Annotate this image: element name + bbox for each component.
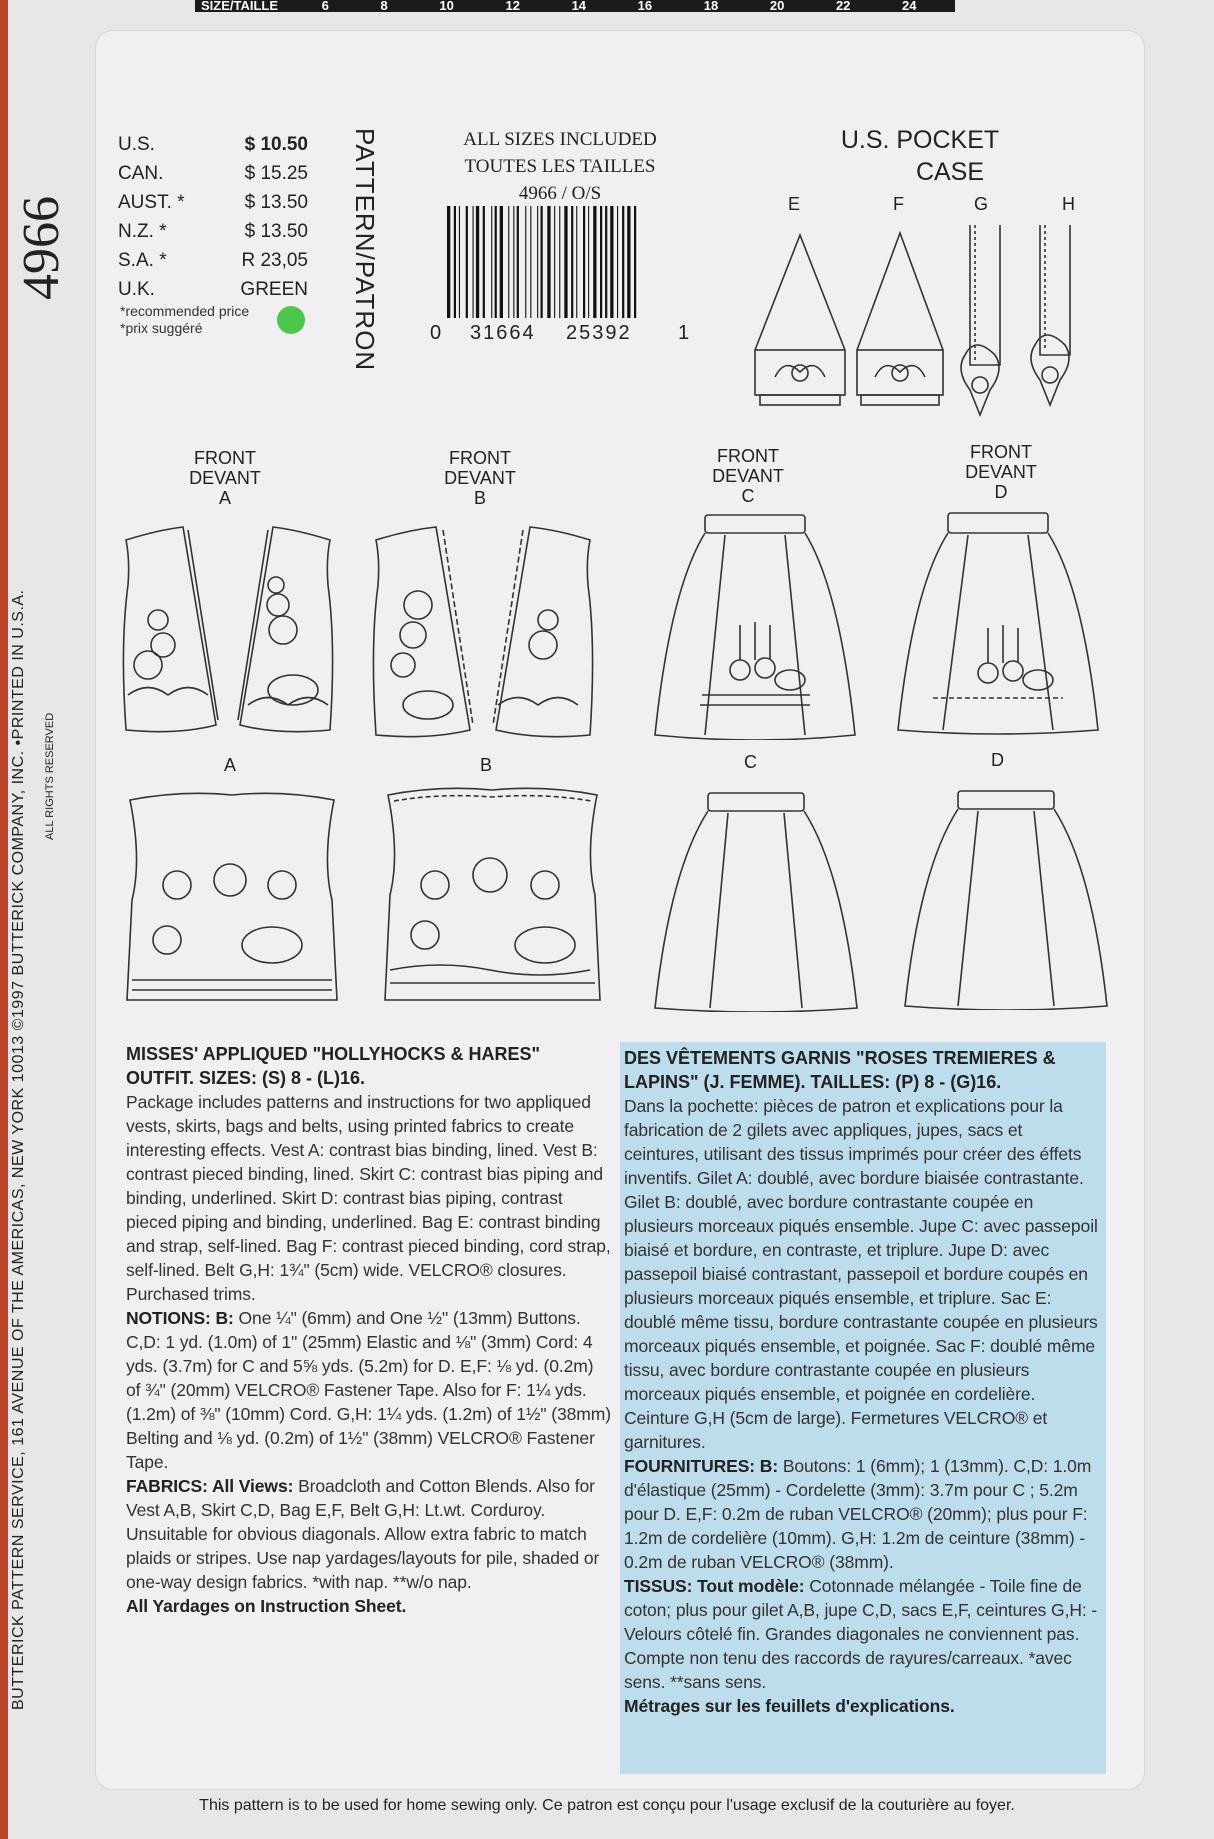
pocket-case-label: U.S. POCKET CASE (840, 126, 1000, 186)
view-label-front-d: FRONT DEVANT D (965, 442, 1037, 502)
view-label-e: E (788, 194, 801, 214)
skirt-d-front-illustration (893, 508, 1103, 736)
vest-a-back-illustration (122, 790, 342, 1005)
size-band (195, 0, 955, 12)
skirt-c-front-illustration (650, 510, 860, 740)
size-value: 8 (380, 0, 388, 12)
bags-belts-illustration (745, 225, 1090, 445)
yardages-note: All Yardages on Instruction Sheet. (126, 1596, 407, 1616)
price-row: U.K. GREEN (118, 275, 308, 304)
price-row: N.Z. * $ 13.50 (118, 217, 308, 246)
pattern-envelope-back: SIZE/TAILLE 6 8 10 12 14 16 18 20 22 24 4966 BUTTERICK PATTERN SERVICE, 161 AVENUE OF THE AMERICAS, NEW YORK 10013 ©1997 BUTTERICK COMPANY, INC. •PRINTED IN U.S.A. ALL RIGHTS RESERVED U.S. $ 10.50 CAN. $ 15.25 AUST. * $ 13.50 N.Z. * $ 13.50 S.A. * R 23,05 U.K. GREEN *recommended price *prix suggéré PATTERN/PATRON ALL SIZES INCLUDED TOUTES LES TAILLES 4966 / O/S 0 31664 25392 1 U.S. POCKET CASE E F G H FRONT DEVANT A FRONT DEVANT B FRONT DEVANT C FRONT DEVANT D A B C D MISSES' APPLIQUED "HOLLYHOCKS & HARES" OUTFIT. SIZES: (S) 8 - (L)16. Package includes patterns and instructions for two appliqued vests, skirts, bags and belts, using printed fabrics to create interesting effects. Vest A: contrast bias binding, lined. Vest B: contrast pieced binding, lined. Skirt C: contrast bias piping and binding, underlined. Skirt D: contrast bias piping, contrast pieced piping and binding, underlined. Bag E: contrast binding and strap, self-lined. Bag F: contrast pieced binding, cord strap, self-lined. Belt G,H: 1¾" (5cm) wide. VELCRO® closures. Purchased trims. NOTIONS: B: One ¼" (6mm) and One ½" (13mm) Buttons. C,D: 1 yd. (1.0m) of 1" (25mm) Elastic and ⅛" (3mm) Cord: 4 yds. (3.7m) for C and 5⅝ yds. (5.2m) for D. E,F: ⅛ yd. (0.2m) of ¾" (20mm) VELCRO® Fastener Tape. Also for F: 1¼ yds. (1.2m) of ⅜" (10mm) Cord. G,H: 1¼ yds. (1.2m) of 1½" (38mm) Belting and ⅛ yd. (0.2m) of 1½" (38mm) VELCRO® Fastener Tape. FABRICS: All Views: Broadcloth and Cotton Blends. Also for Vest A,B, Skirt C,D, Bag E,F, Belt G,H: Lt.wt. Corduroy. Unsuitable for obvious diagonals. Allow extra fabric to match plaids or stripes. Use nap yardages/layouts for pile, shaded or one-way design fabrics. *with nap. **w/o nap. All Yardages on Instruction Sheet. DES VÊTEMENTS GARNIS "ROSES TREMIERES & LAPINS" (J. FEMME). TAILLES: (P) 8 - (G)16. Dans la pochette: pièces de patron et explications pour la fabrication de 2 gilets avec appliques, jupes, sacs et ceintures, utilisant des tissus imprimés pour créer des éffets inventifs. Gilet A: doublé, avec bordure biaisée contrastante. Gilet B: doublé, avec bordure contrastante coupée en plusieurs morceaux piqués ensemble. Jupe C: avec passepoil biaisé et bordure, en contraste, et triplure. Jupe D: avec passepoil biaisé contrastant, passepoil et bordure coupés en plusieurs morceaux piqués ensemble, et triplure. Sac E: doublé même tissu, bordure contrastante coupée en plusieurs morceaux piqués ensemble, et poignée. Sac F: doublé même tissu, avec bordure contrastante coupée en plusieurs morceaux piqués ensemble, et poignée en cordelière. Ceinture G,H (5cm de large). Fermetures VELCRO® et garnitures. FOURNITURES: B: Boutons: 1 (6mm); 1 (13mm). C,D: 1.0m d'élastique (25mm) - Cordelette (3mm): 3.7m pour C ; 5.2m pour D. E,F: 0.2m de ruban VELCRO® (20mm); plus pour F: 1.2m de cordelière (10mm). G,H: 1.2m de ceinture (38mm) - 0.2m de ruban VELCRO® (38mm). TISSUS: Tout modèle: Cotonnade mélangée - Toile fine de coton; plus pour gilet A,B, jupe C,D, sacs E,F, ceintures G,H: - Velours côtelé fin. Grandes diagonales ne conviennent pas. Compte non tenu des raccords de rayures/carreaux. *avec sens. **sans sens. Métrages sur les feuillets d'explications. This pattern is to be used for home sewing only. Ce patron est conçu pour l'usage exclusif de la couturière au foyer. (0, 0, 1214, 1839)
price-note: *recommended price *prix suggéré (120, 303, 250, 336)
view-label-f: F (893, 194, 904, 214)
size-value: 20 (769, 0, 785, 12)
size-value: 22 (835, 0, 851, 12)
vest-b-front-illustration (368, 525, 598, 750)
view-label-back-a: A (224, 755, 237, 775)
size-band-label: SIZE/TAILLE (201, 0, 279, 12)
view-label-front-a: FRONT DEVANT A (189, 448, 261, 508)
skirt-c-back-illustration (650, 790, 862, 1012)
view-label-g: G (974, 194, 989, 214)
view-label-back-b: B (480, 755, 493, 775)
description-body: Package includes patterns and instructions for two appliqued vests, skirts, bags and belts, using printed fabrics to create interesting effects. Vest A: contrast bias binding, lined. Vest B: contrast pieced binding, lined. Skirt C: contrast bias piping and binding, underlined. Skirt D: contrast bias piping, contrast pieced piping and binding, underlined. Bag E: contrast binding and strap, self-lined. Bag F: contrast pieced binding, cord strap, self-lined. Belt G,H: 1¾" (5cm) wide. VELCRO® closures. Purchased trims. (126, 1092, 611, 1304)
view-label-front-c: FRONT DEVANT C (712, 446, 784, 506)
fabrics-text-fr: TISSUS: Tout modèle: Cotonnade mélangée - Toile fine de coton; plus pour gilet A,B, jupe C,D, sacs E,F, ceintures G,H: - Velours côtelé fin. Grandes diagonales ne conviennent pas. Compte non tenu des raccords de rayures/carreaux. *avec sens. **sans sens. (624, 1576, 1098, 1692)
home-sewing-footer: This pattern is to be used for home sewing only. Ce patron est conçu pour l'usage exclusif de la couturière au foyer. (199, 1797, 1015, 1814)
vest-a-front-illustration (118, 525, 338, 745)
yardages-note-fr: Métrages sur les feuillets d'explications. (624, 1696, 955, 1716)
size-value: 18 (703, 0, 719, 12)
notions-text-fr: FOURNITURES: B: Boutons: 1 (6mm); 1 (13mm). C,D: 1.0m d'élastique (25mm) - Cordelette (3mm): 3.7m pour C ; 5.2m pour D. E,F: 0.2m de ruban VELCRO® (20mm); plus pour F: 1.2m de cordelière (10mm). G,H: 1.2m de ceinture (38mm) - 0.2m de ruban VELCRO® (38mm). (624, 1456, 1092, 1572)
size-value: 12 (505, 0, 520, 12)
size-value: 6 (321, 0, 329, 12)
price-value: R 23,05 (241, 250, 308, 271)
price-value: GREEN (240, 279, 308, 300)
price-row: U.S. $ 10.50 (118, 130, 308, 159)
notions-text: NOTIONS: B: One ¼" (6mm) and One ½" (13mm) Buttons. C,D: 1 yd. (1.0m) of 1" (25mm) Elastic and ⅛" (3mm) Cord: 4 yds. (3.7m) for C and 5⅝ yds. (5.2m) for D. E,F: ⅛ yd. (0.2m) of ¾" (20mm) VELCRO® Fastener Tape. Also for F: 1¼ yds. (1.2m) of ⅜" (10mm) Cord. G,H: 1¼ yds. (1.2m) of 1½" (38mm) Belting and ⅛ yd. (0.2m) of 1½" (38mm) VELCRO® Fastener Tape. (126, 1308, 611, 1472)
description-english (126, 1042, 611, 1618)
price-value: $ 10.50 (244, 134, 308, 155)
barcode-icon (445, 206, 677, 328)
view-label-back-c: C (744, 752, 757, 772)
fabrics-text: FABRICS: All Views: Broadcloth and Cotton Blends. Also for Vest A,B, Skirt C,D, Bag E,F, Belt G,H: Lt.wt. Corduroy. Unsuitable for obvious diagonals. Allow extra fabric to match plaids or stripes. Use nap yardages/layouts for pile, shaded or one-way design fabrics. *with nap. **w/o nap. (126, 1476, 600, 1592)
description-french (620, 1042, 1106, 1774)
description-title: MISSES' APPLIQUED "HOLLYHOCKS & HARES" OUTFIT. SIZES: (S) 8 - (L)16. (126, 1044, 541, 1088)
price-value: $ 15.25 (244, 163, 308, 184)
vest-b-back-illustration (380, 785, 605, 1005)
rights-side-text: ALL RIGHTS RESERVED (44, 712, 56, 840)
price-table (118, 130, 308, 304)
description-title-fr: DES VÊTEMENTS GARNIS "ROSES TREMIERES & LAPINS" (J. FEMME). TAILLES: (P) 8 - (G)16. (624, 1048, 1056, 1092)
description-body-fr: Dans la pochette: pièces de patron et explications pour la fabrication de 2 gilets avec appliques, jupes, sacs et ceintures, utilisant des tissus imprimés pour créer des éffets inventifs. Gilet A: doublé, avec bordure biaisée contrastante. Gilet B: doublé, avec bordure contrastante coupée en plusieurs morceaux piqués ensemble. Jupe C: avec passepoil biaisé et bordure, en contraste, et triplure. Jupe D: avec passepoil biaisé contrastant, passepoil et bordure coupés en plusieurs morceaux piqués ensemble, et triplure. Sac E: doublé même tissu, bordure contrastante coupée en plusieurs morceaux piqués ensemble, et poignée. Sac F: doublé même tissu, avec bordure contrastante coupée en plusieurs morceaux piqués ensemble, et poignée en cordelière. Ceinture G,H (5cm de large). Fermetures VELCRO® et garnitures. (624, 1096, 1098, 1452)
size-value: 10 (439, 0, 454, 12)
barcode-header: ALL SIZES INCLUDED TOUTES LES TAILLES 4966 / O/S (463, 129, 657, 204)
view-label-front-b: FRONT DEVANT B (444, 448, 516, 508)
envelope-edge (0, 0, 8, 1839)
price-value: $ 13.50 (244, 221, 308, 242)
price-value: $ 13.50 (244, 192, 308, 213)
view-label-back-d: D (991, 750, 1004, 770)
pattern-label-vertical: PATTERN/PATRON (350, 128, 380, 372)
publisher-side-text: BUTTERICK PATTERN SERVICE, 161 AVENUE OF THE AMERICAS, NEW YORK 10013 ©1997 BUTTERICK COMPANY, INC. •PRINTED IN U.S.A. (10, 589, 27, 1710)
size-value: 16 (637, 0, 653, 12)
price-row: CAN. $ 15.25 (118, 159, 308, 188)
size-value: 24 (902, 0, 917, 12)
pattern-number: 4966 (13, 196, 70, 300)
uk-green-dot-icon (277, 306, 305, 334)
price-row: AUST. * $ 13.50 (118, 188, 308, 217)
view-label-h: H (1062, 194, 1075, 214)
price-row: S.A. * R 23,05 (118, 246, 308, 275)
skirt-d-back-illustration (900, 788, 1112, 1010)
size-value: 14 (571, 0, 587, 12)
